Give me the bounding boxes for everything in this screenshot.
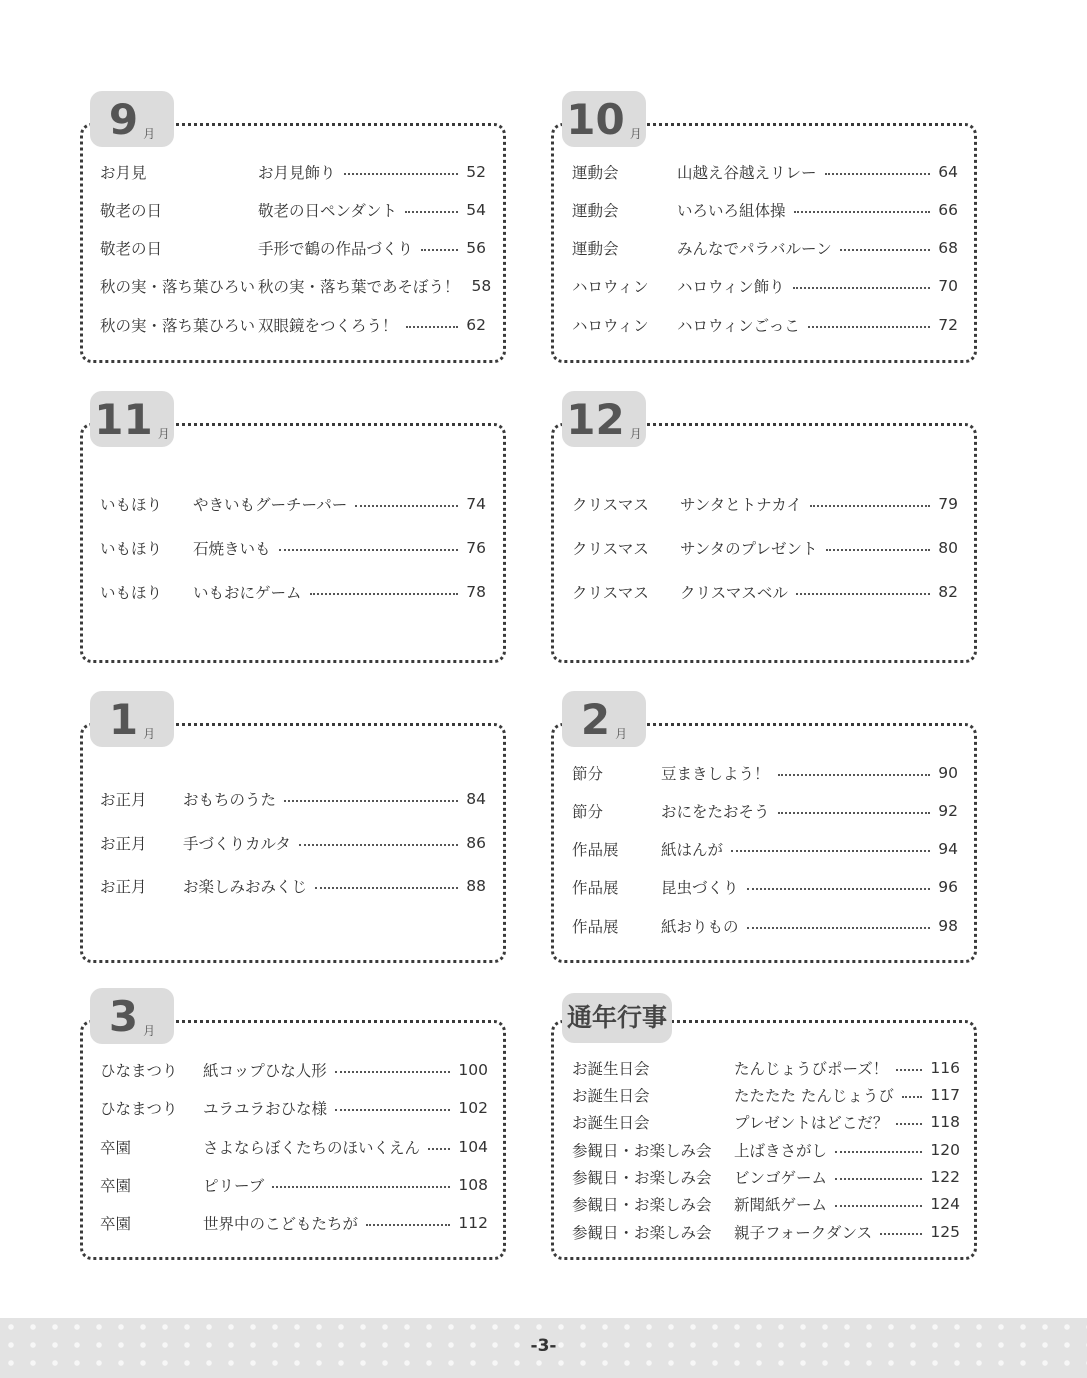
activity-title: クリスマスベル	[680, 584, 788, 602]
month-tab-october	[562, 91, 646, 147]
activity-title: おにをたおそう	[661, 803, 770, 821]
toc-entry[interactable]	[572, 1138, 960, 1162]
dot-leader	[299, 844, 458, 846]
dot-leader	[272, 1186, 450, 1188]
page-number: 56	[466, 239, 486, 257]
toc-entry[interactable]	[572, 160, 958, 184]
month-number: 2	[580, 695, 611, 744]
activity-title: 手づくりカルタ	[183, 835, 291, 853]
toc-entry[interactable]	[100, 787, 486, 811]
activity-title: やきいもグーチーパー	[193, 496, 348, 514]
footer-page-number: -3-	[530, 1336, 557, 1356]
dot-leader	[284, 800, 458, 802]
activity-title: サンタのプレゼント	[680, 540, 818, 558]
dot-leader	[810, 505, 930, 507]
toc-entry[interactable]	[100, 1211, 488, 1235]
annual-events-title: 通年行事	[566, 1003, 667, 1032]
activity-title: さよならぼくたちのほいくえん	[203, 1139, 421, 1157]
activity-title: 親子フォークダンス	[734, 1224, 873, 1242]
activity-title: ユラユラおひな様	[203, 1100, 328, 1118]
dot-leader	[778, 812, 931, 814]
page-number: 90	[938, 764, 958, 782]
page-number: 82	[938, 583, 958, 601]
event-category: いもほり	[100, 540, 163, 558]
dot-leader	[335, 1109, 450, 1111]
activity-title: 紙おりもの	[661, 918, 739, 936]
event-category: 参観日・お楽しみ会	[572, 1169, 712, 1187]
page-number: 116	[930, 1059, 960, 1077]
dot-leader	[747, 888, 931, 890]
activity-title: プレゼントはどこだ？	[734, 1114, 889, 1132]
page-number: 125	[930, 1223, 960, 1241]
event-category: 参観日・お楽しみ会	[572, 1224, 712, 1242]
month-tab-february	[562, 691, 646, 747]
annual-events-tab	[562, 993, 672, 1043]
event-category: お正月	[100, 791, 147, 809]
activity-title: 山越え谷越えリレー	[677, 164, 817, 182]
toc-entry[interactable]	[572, 1165, 960, 1189]
month-tab-november	[90, 391, 174, 447]
month-unit: 月	[143, 127, 156, 141]
toc-entry[interactable]	[100, 580, 486, 604]
page-number: 94	[938, 840, 958, 858]
page-number: 84	[466, 790, 486, 808]
dot-leader	[896, 1123, 922, 1125]
page-number: 104	[458, 1138, 488, 1156]
event-category: 卒園	[100, 1139, 132, 1157]
activity-title: いろいろ組体操	[677, 202, 786, 220]
toc-entry[interactable]	[100, 198, 486, 222]
dot-leader	[421, 249, 458, 251]
activity-title: たたたた たんじょうび	[734, 1087, 894, 1105]
toc-entry[interactable]	[572, 875, 958, 899]
toc-entry[interactable]	[572, 236, 958, 260]
month-number: 10	[566, 95, 625, 144]
event-category: お正月	[100, 878, 147, 896]
activity-title: 上ばきさがし	[734, 1142, 828, 1160]
page-number: 72	[938, 316, 958, 334]
month-unit: 月	[629, 427, 642, 441]
activity-title: 紙コップひな人形	[203, 1062, 327, 1080]
toc-entry[interactable]	[100, 236, 486, 260]
toc-entry[interactable]	[100, 1058, 488, 1082]
activity-title: 豆まきしよう！	[661, 765, 770, 783]
page-number: 118	[930, 1113, 960, 1131]
event-category: お誕生日会	[572, 1087, 650, 1105]
page-number: 66	[938, 201, 958, 219]
month-number: 1	[108, 695, 139, 744]
activity-title: 世界中のこどもたちが	[203, 1215, 359, 1233]
toc-entry[interactable]	[100, 1173, 488, 1197]
dot-leader	[315, 887, 458, 889]
event-category: クリスマス	[572, 496, 649, 514]
dot-leader	[835, 1151, 922, 1153]
toc-entry[interactable]	[100, 274, 492, 298]
event-category: 敬老の日	[100, 240, 163, 258]
page-number: 70	[938, 277, 958, 295]
event-category: 敬老の日	[100, 202, 163, 220]
dot-leader	[896, 1069, 922, 1071]
activity-title: 昆虫づくり	[661, 879, 739, 897]
page-number: 96	[938, 878, 958, 896]
dot-leader	[778, 774, 931, 776]
toc-entry[interactable]	[572, 198, 958, 222]
toc-entry[interactable]	[572, 492, 958, 516]
page-number: 86	[466, 834, 486, 852]
activity-title: ビンゴゲーム	[734, 1169, 828, 1187]
dot-leader	[808, 326, 931, 328]
month-number: 12	[566, 395, 625, 444]
dot-leader	[405, 211, 458, 213]
toc-entry[interactable]	[572, 837, 958, 861]
dot-leader	[310, 593, 459, 595]
event-category: いもほり	[100, 584, 163, 602]
page-number: 62	[466, 316, 486, 334]
dot-leader	[902, 1096, 922, 1098]
toc-entry[interactable]	[100, 874, 486, 898]
event-category: 運動会	[572, 240, 619, 258]
dot-leader	[796, 593, 930, 595]
toc-entry[interactable]	[572, 1083, 960, 1107]
toc-entry[interactable]	[572, 313, 958, 337]
month-number: 11	[94, 395, 153, 444]
dot-leader	[428, 1148, 450, 1150]
toc-entry[interactable]	[100, 160, 486, 184]
toc-entry[interactable]	[100, 831, 486, 855]
month-unit: 月	[629, 127, 642, 141]
month-unit: 月	[157, 427, 170, 441]
page-number: 74	[466, 495, 486, 513]
page-number: 124	[930, 1195, 960, 1213]
page-number: 78	[466, 583, 486, 601]
dot-leader	[793, 287, 931, 289]
activity-title: 双眼鏡をつくろう！	[258, 317, 398, 335]
event-category: ハロウィン	[572, 278, 649, 296]
toc-entry[interactable]	[572, 1056, 960, 1080]
activity-title: 秋の実・落ち葉であそぼう！	[258, 278, 460, 296]
dot-leader	[835, 1178, 922, 1180]
event-category: 卒園	[100, 1215, 132, 1233]
toc-entry[interactable]	[572, 1192, 960, 1216]
month-unit: 月	[143, 1024, 156, 1038]
page-number: 68	[938, 239, 958, 257]
dot-leader	[840, 249, 931, 251]
event-category: お正月	[100, 835, 147, 853]
event-category: 参観日・お楽しみ会	[572, 1196, 712, 1214]
dot-leader	[279, 549, 459, 551]
month-tab-december	[562, 391, 646, 447]
event-category: 運動会	[572, 202, 619, 220]
event-category: ひなまつり	[100, 1062, 178, 1080]
event-category: 運動会	[572, 164, 619, 182]
dot-leader	[825, 173, 931, 175]
toc-entry[interactable]	[572, 761, 958, 785]
activity-title: 新聞紙ゲーム	[734, 1196, 828, 1214]
dot-leader	[366, 1224, 450, 1226]
page-number: 112	[458, 1214, 488, 1232]
dot-leader	[731, 850, 930, 852]
page-number: 92	[938, 802, 958, 820]
dot-leader	[406, 326, 459, 328]
event-category: 作品展	[572, 879, 619, 897]
page-number: 64	[938, 163, 958, 181]
toc-entry[interactable]	[100, 1135, 488, 1159]
month-tab-september	[90, 91, 174, 147]
event-category: 秋の実・落ち葉ひろい	[100, 278, 256, 296]
month-tab-march	[90, 988, 174, 1044]
toc-entry[interactable]	[572, 1220, 960, 1244]
activity-title: お月見飾り	[258, 164, 336, 182]
page-number: 79	[938, 495, 958, 513]
page-number: 98	[938, 917, 958, 935]
dot-leader	[335, 1071, 451, 1073]
page-number: 52	[466, 163, 486, 181]
event-category: ハロウィン	[572, 317, 649, 335]
toc-entry[interactable]	[572, 580, 958, 604]
page-number: 120	[930, 1141, 960, 1159]
activity-title: 石焼きいも	[193, 540, 271, 558]
dot-leader	[826, 549, 931, 551]
activity-title: 手形で鶴の作品づくり	[258, 240, 414, 258]
event-category: 秋の実・落ち葉ひろい	[100, 317, 256, 335]
dot-leader	[747, 927, 931, 929]
event-category: お月見	[100, 164, 147, 182]
activity-title: いもおにゲーム	[193, 584, 302, 602]
event-category: いもほり	[100, 496, 163, 514]
page-number: 122	[930, 1168, 960, 1186]
page-number: 102	[458, 1099, 488, 1117]
page-number: 54	[466, 201, 486, 219]
activity-title: ハロウィンごっこ	[677, 317, 800, 335]
activity-title: たんじょうびポーズ！	[734, 1060, 889, 1078]
toc-entry[interactable]	[572, 536, 958, 560]
page-number: 76	[466, 539, 486, 557]
month-number: 3	[108, 992, 139, 1041]
activity-title: ピリーブ	[203, 1177, 265, 1195]
toc-entry[interactable]	[572, 274, 958, 298]
event-category: 節分	[572, 765, 604, 783]
activity-title: 敬老の日ペンダント	[258, 202, 398, 220]
toc-entry[interactable]	[100, 492, 486, 516]
event-category: お誕生日会	[572, 1060, 650, 1078]
activity-title: お楽しみおみくじ	[183, 878, 308, 896]
page-number: 100	[458, 1061, 488, 1079]
activity-title: ハロウィン飾り	[677, 278, 785, 296]
event-category: お誕生日会	[572, 1114, 650, 1132]
page-number: 108	[458, 1176, 488, 1194]
month-tab-january	[90, 691, 174, 747]
event-category: クリスマス	[572, 540, 649, 558]
page-number: 88	[466, 877, 486, 895]
event-category: 参観日・お楽しみ会	[572, 1142, 712, 1160]
event-category: 作品展	[572, 841, 619, 859]
toc-entry[interactable]	[572, 914, 958, 938]
toc-entry[interactable]	[572, 799, 958, 823]
toc-entry[interactable]	[100, 536, 486, 560]
event-category: 節分	[572, 803, 604, 821]
page-number: 80	[938, 539, 958, 557]
toc-entry[interactable]	[100, 313, 486, 337]
activity-title: おもちのうた	[183, 791, 277, 809]
dot-leader	[355, 505, 458, 507]
month-unit: 月	[143, 727, 156, 741]
page-number: 58	[471, 277, 492, 295]
event-category: ひなまつり	[100, 1100, 178, 1118]
event-category: 卒園	[100, 1177, 132, 1195]
toc-entry[interactable]	[572, 1110, 960, 1134]
dot-leader	[794, 211, 931, 213]
month-unit: 月	[615, 727, 628, 741]
dot-leader	[344, 173, 459, 175]
activity-title: 紙はんが	[661, 841, 724, 859]
event-category: 作品展	[572, 918, 619, 936]
page-number: 117	[930, 1086, 960, 1104]
month-number: 9	[108, 95, 139, 144]
dot-leader	[835, 1205, 922, 1207]
activity-title: サンタとトナカイ	[680, 496, 802, 514]
toc-entry[interactable]	[100, 1096, 488, 1120]
activity-title: みんなでパラバルーン	[677, 240, 832, 258]
dot-leader	[880, 1233, 922, 1235]
event-category: クリスマス	[572, 584, 649, 602]
